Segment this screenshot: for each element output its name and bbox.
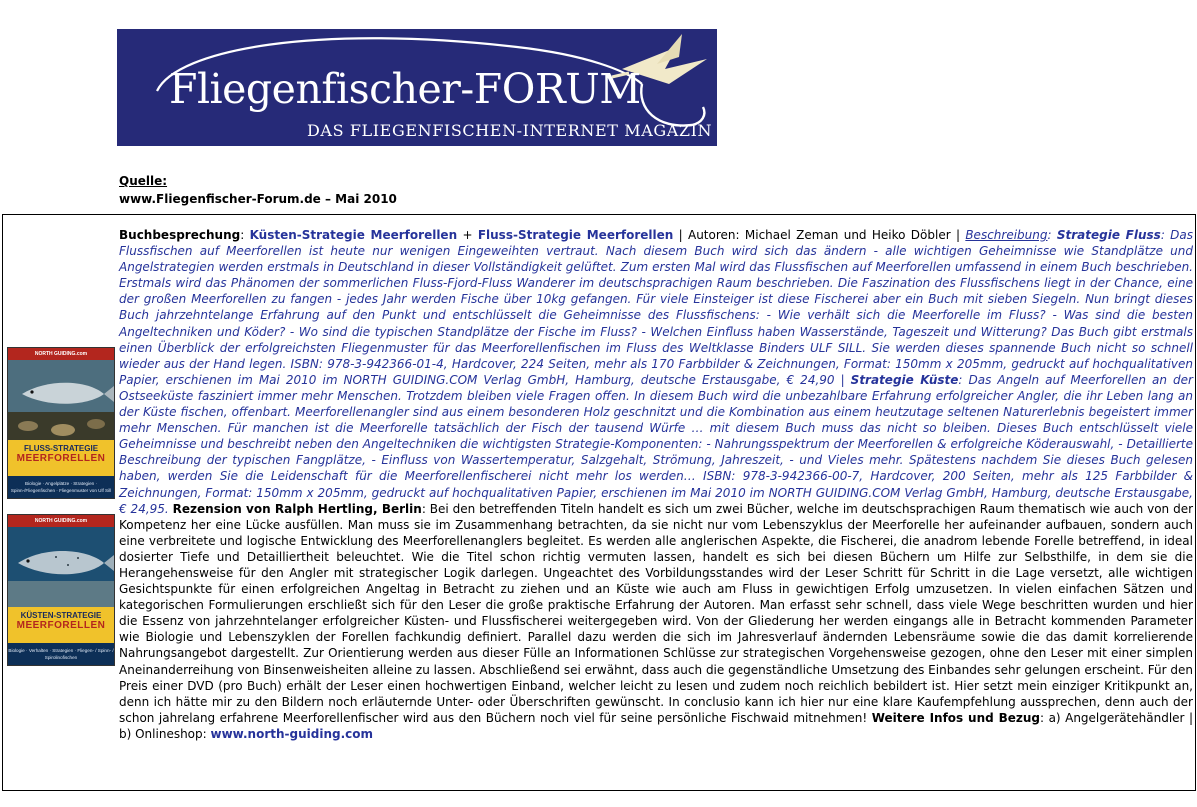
cover-tagline: Biologie · Verhalten · Strategien · Fliegen- / Spinn- / Spirolinofischen [8, 643, 114, 666]
coast-trout-photo-icon [8, 527, 115, 607]
shop-link[interactable]: www.north-guiding.com [210, 726, 374, 741]
book-covers [7, 347, 115, 666]
cover-title: KÜSTEN-STRATEGIE MEERFORELLEN [8, 607, 114, 643]
heading-label: Buchbesprechung [119, 228, 241, 242]
strategie-kueste-text: : Das Angeln auf Meerforellen an der Ostseeküste fasziniert immer mehr Menschen. Trotzdem bleiben viele Fragen offen. In diesem Buch wird die unbezahlbare Erfahrung erfolgreicher Angler, die ihr Leben lang an der Küste fischen, offenbart. Meerforellenangler sind aus einem besonderen Holz geschnitzt und die Kombination aus einem heutzutage seltenen Naturerlebnis begeistert immer mehr Menschen. Für manchen ist die Meerforelle tatsächlich der Fisch der tausend Würfe … mit diesem Buch muss das nicht so bleiben. Dieses Buch entschlüsselt viele Geheimnisse und beschreibt neben den Angeltechniken die wichtigsten Strategie-Komponenten: - Nahrungsspektrum der Meerforellen & erfolgreiche Köderauswahl, - Detaillierte Beschreibung der typischen Fangplätze, - Einfluss von Wassertemperatur, Salzgehalt, Strömung, Jahreszeit, - und Vieles mehr. Spätestens nachdem Sie dieses Buch gelesen haben, werden Sie die Leidenschaft für die Meerforellenfischerei nicht mehr los werden… ISBN: 978-3-942366-00-7, Hardcover, 200 Seiten, mehr als 125 Farbbilder & Zeichnungen, Format: 150mm x 205mm, gedruckt auf hochqualitativen Papier, erschienen im Mai 2010 im NORTH GUIDING.COM Verlag GmbH, Hamburg, deutsche Erstausgabe, € 24,95. [119, 372, 1193, 516]
cover-title: FLUSS-STRATEGIE MEERFORELLEN [8, 440, 114, 476]
source-block [119, 172, 397, 208]
strategie-fluss-label: Strategie Fluss [1056, 228, 1161, 242]
more-info-text: : a) Angelgerätehändler | b) Onlineshop: [119, 710, 1194, 741]
book-title-kueste[interactable]: Küsten-Strategie Meerforellen [249, 228, 458, 242]
publisher-brand: NORTH GUIDING.com [8, 348, 114, 360]
source-value: www.Fliegenfischer-Forum.de – Mai 2010 [119, 192, 397, 206]
banner-title: Fliegenfischer-FORUM [169, 65, 641, 113]
authors-text: | Autoren: Michael Zeman und Heiko Döbler | [673, 228, 966, 242]
book-cover-fluss[interactable] [7, 347, 115, 499]
banner-subtitle: DAS FLIEGENFISCHEN-INTERNET MAGAZIN [307, 121, 713, 140]
strategie-kueste-label: Strategie Küste [850, 372, 959, 387]
review-box [2, 214, 1196, 791]
more-info-label: Weitere Infos und Bezug [871, 710, 1041, 725]
review-text: Buchbesprechung: Küsten-Strategie Meerforellen + Fluss-Strategie Meerforellen | Autoren: Michael Zeman und Heiko Döbler | Beschreibung: Strategie Fluss: Das Flussfischen auf Meerforellen ist heute nur wenigen Eingeweihten vertraut. Nach diesem Buch wird sich das ändern - alle wichtigen Geheimnisse wie Standplätze und Angelstrategien werden erstmals in Deutschland in dieser Vollständigkeit gelüftet. Zum ersten Mal wird das Flussfischen auf Meerforellen umfassend in einem Buch beschrieben. Erstmals wird das Phänomen der sommerlichen Fluss-Fjord-Fluss Wanderer im deutschsprachigen Raum beschrieben. Die Faszination des Flussfischens liegt in der Chance, eine der großen Meerforellen zu fangen - jedes Jahr werden Fische über 10kg gefangen. Für viele Einsteiger ist diese Fischerei aber ein Buch mit sieben Siegeln. Nun bringt dieses Buch jahrzehntelange Erfahrung auf den Punkt und entschlüsselt die Geheimnisse des Flussfischens: - Wie verhält sich die Meerforelle im Fluss? - Was sind die besten Angeltechniken und Köder? - Wo sind die typischen Standplätze der Fische im Fluss? - Welchen Einfluss haben Wasserstände, Tageszeit und Witterung? Das Buch gibt erstmals einen Überblick der erfolgreichsten Fliegenmuster für das Meerforellenfischen im Fluss des Weltklasse Binders ULF SILL. Sie werden dieses spannende Buch nicht so schnell wieder aus der Hand legen. ISBN: 978-3-942366-01-4, Hardcover, 224 Seiten, mehr als 170 Farbbilder & Zeichnungen, Format: 150mm x 205mm, gedruckt auf hochqualitativen Papier, erschienen im Mai 2010 im NORTH GUIDING.COM Verlag GmbH, Hamburg, deutsche Erstausgabe, € 24,90 | Strategie Küste: Das Angeln auf Meerforellen an der Ostseeküste fasziniert immer mehr Menschen. Trotzdem bleiben viele Fragen offen. In diesem Buch wird die unbezahlbare Erfahrung erfolgreicher Angler, die ihr Leben lang an der Küste fischen, offenbart. Meerforellenangler sind aus einem besonderen Holz geschnitzt und die Kombination aus einem heutzutage seltenen Naturerlebnis begeistert immer mehr Menschen. Für manchen ist die Meerforelle tatsächlich der Fisch der tausend Würfe … mit diesem Buch muss das nicht so bleiben. Dieses Buch entschlüsselt viele Geheimnisse und beschreibt neben den Angeltechniken die wichtigsten Strategie-Komponenten: - Nahrungsspektrum der Meerforellen & erfolgreiche Köderauswahl, - Detaillierte Beschreibung der typischen Fangplätze, - Einfluss von Wassertemperatur, Salzgehalt, Strömung, Jahreszeit, - und Vieles mehr. Spätestens nachdem Sie dieses Buch gelesen haben, werden Sie die Leidenschaft für die Meerforellenfischerei nicht mehr los werden… ISBN: 978-3-942366-00-7, Hardcover, 200 Seiten, mehr als 125 Farbbilder & Zeichnungen, Format: 150mm x 205mm, gedruckt auf hochqualitativen Papier, erschienen im Mai 2010 im NORTH GUIDING.COM Verlag GmbH, Hamburg, deutsche Erstausgabe, € 24,95. Rezension von Ralph Hertling, Berlin: Bei den betreffenden Titeln handelt es sich um zwei Bücher, welche im deutschsprachigen Raum thematisch wie auch von der Kompetenz her eine Lücke ausfüllen. Man muss sie im Zusammenhang betrachten, da sie nicht nur vom Lebenszyklus der Meerforelle her aufeinander aufbauen, sondern auch eine verbreitete und logische Entwicklung des Meerforellenanglers begleitet. Es werden alle anglerischen Aspekte, die Fischerei, die anadrom lebende Forelle betreffend, in ideal dosierter Tiefe und Detailliertheit beleuchtet. Wie die Titel schon richtig vermuten lassen, handelt es sich bei diesen Büchern um Hilfe zur Selbsthilfe, in dem sie die Herangehensweise für den Angler mit strategischer Logik darlegen. Ungeachtet des Vorbildungsstandes wird der Leser Schritt für Schritt in die Lage versetzt, alle wichtigen Gesichtspunkte für einen erfolgreichen Angeltag in Betracht zu ziehen und an Küste wie auch am Fluss in gewichtigen Erfolg umzusetzen. In vielen einfachen Sätzen und kategorischen Formulierungen erschließt sich für den Leser die große praktische Erfahrung der Autoren. Man erfasst sehr schnell, dass viele Wege beschritten wurden und hier die Essenz von jahrzehntelanger erfolgreicher Küsten- und Flussfischerei weitergegeben wird. Von der Gliederung her werden eingangs alle in Betracht kommenden Parameter wie Biologie und Lebenszyklen der Forellen fachkundig definiert. Parallel dazu werden die sich im Jahresverlauf ändernden Lebensräume sowie die das damit korrelierende Nahrungsangebot dargestellt. Zur Orientierung werden aus dieser Fülle an Informationen Schlüsse zur strategischen Vorgehensweise gezogen, ohne den Leser mit einer simplen Aneinanderreihung von Binsenweisheiten alleine zu lassen. Abschließend sei erwähnt, dass auch die gegenständliche Umsetzung des Einbandes sehr gelungen erscheint. Für den Preis einer DVD (pro Buch) erhält der Leser einen hochwertigen Einband, welcher leicht zu lesen und zudem noch reichlich bebildert ist. Hier setzt mein einziger Kritikpunkt an, denn ich hätte mir zu den Bildern noch erläuternde Unter- oder Überschriften gewünscht. In conclusio kann ich hier nur eine klare Kaufempfehlung aussprechen, denn auch der schon jahrelang erfahrene Meerforellenfischer wird aus den Büchern noch viel für seine persönliche Fischwaid mitnehmen! Weitere Infos und Bezug: a) Angelgerätehändler | b) Onlineshop: www.north-guiding.com [119, 228, 1194, 741]
strategie-fluss-text: : Das Flussfischen auf Meerforellen ist heute nur wenigen Eingeweihten vertraut. Nach diesem Buch wird sich das ändern - alle wichtigen Geheimnisse wie Standplätze und Angelstrategien werden erstmals in Deutschland in dieser Vollständigkeit gelüftet. Zum ersten Mal wird das Flussfischen auf Meerforellen umfassend in einem Buch beschrieben. Erstmals wird das Phänomen der sommerlichen Fluss-Fjord-Fluss Wanderer im deutschsprachigen Raum beschrieben. Die Faszination des Flussfischens liegt in der Chance, eine der großen Meerforellen zu fangen - jedes Jahr werden Fische über 10kg gefangen. Für viele Einsteiger ist diese Fischerei aber ein Buch mit sieben Siegeln. Nun bringt dieses Buch jahrzehntelange Erfahrung auf den Punkt und entschlüsselt die Geheimnisse des Flussfischens: - Wie verhält sich die Meerforelle im Fluss? - Was sind die besten Angeltechniken und Köder? - Wo sind die typischen Standplätze der Fische im Fluss? - Welchen Einfluss haben Wasserstände, Tageszeit und Witterung? Das Buch gibt erstmals einen Überblick der erfolgreichsten Fliegenmuster für das Meerforellenfischen im Fluss des Weltklasse Binders ULF SILL. Sie werden dieses spannende Buch nicht so schnell wieder aus der Hand legen. ISBN: 978-3-942366-01-4, Hardcover, 224 Seiten, mehr als 170 Farbbilder & Zeichnungen, Format: 150mm x 205mm, gedruckt auf hochqualitativen Papier, erschienen im Mai 2010 im NORTH GUIDING.COM Verlag GmbH, Hamburg, deutsche Erstausgabe, € 24,90 | [119, 228, 1194, 387]
cover-tagline: Biologie · Angelplätze · Strategien · Spinn-/Fliegenfischen · Fliegenmuster von Ulf Sill [8, 476, 114, 499]
description-link[interactable]: Beschreibung [965, 228, 1048, 242]
source-label: Quelle: [119, 174, 168, 188]
book-title-fluss[interactable]: Fluss-Strategie Meerforellen [477, 228, 674, 242]
review-body: : Bei den betreffenden Titeln handelt es sich um zwei Bücher, welche im deutschsprachigen Raum thematisch wie auch von der Kompetenz her eine Lücke ausfüllen. Man muss sie im Zusammenhang betrachten, da sie nicht nur vom Lebenszyklus der Meerforelle her aufeinander aufbauen, sondern auch eine verbreitete und logische Entwicklung des Meerforellenanglers begleitet. Es werden alle anglerischen Aspekte, die Fischerei, die anadrom lebende Forelle betreffend, in ideal dosierter Tiefe und Detailliertheit beleuchtet. Wie die Titel schon richtig vermuten lassen, handelt es sich bei diesen Büchern um Hilfe zur Selbsthilfe, in dem sie die Herangehensweise für den Angler mit strategischer Logik darlegen. Ungeachtet des Vorbildungsstandes wird der Leser Schritt für Schritt in die Lage versetzt, alle wichtigen Gesichtspunkte für einen erfolgreichen Angeltag in Betracht zu ziehen und an Küste wie auch am Fluss in gewichtigen Erfolg umzusetzen. In vielen einfachen Sätzen und kategorischen Formulierungen erschließt sich für den Leser die große praktische Erfahrung der Autoren. Man erfasst sehr schnell, dass viele Wege beschritten wurden und hier die Essenz von jahrzehntelanger erfolgreicher Küsten- und Flussfischerei weitergegeben wird. Von der Gliederung her werden eingangs alle in Betracht kommenden Parameter wie Biologie und Lebenszyklen der Forellen fachkundig definiert. Parallel dazu werden die sich im Jahresverlauf ändernden Lebensräume sowie die das damit korrelierende Nahrungsangebot dargestellt. Zur Orientierung werden aus dieser Fülle an Informationen Schlüsse zur strategischen Vorgehensweise gezogen, ohne den Leser mit einer simplen Aneinanderreihung von Binsenweisheiten alleine zu lassen. Abschließend sei erwähnt, dass auch die gegenständliche Umsetzung des Einbandes sehr gelungen erscheint. Für den Preis einer DVD (pro Buch) erhält der Leser einen hochwertigen Einband, welcher leicht zu lesen und zudem noch reichlich bebildert ist. Hier setzt mein einziger Kritikpunkt an, denn ich hätte mir zu den Bildern noch erläuternde Unter- oder Überschriften gewünscht. In conclusio kann ich hier nur eine klare Kaufempfehlung aussprechen, denn auch der schon jahrelang erfahrene Meerforellenfischer wird aus den Büchern noch viel für seine persönliche Fischwaid mitnehmen! [119, 501, 1194, 725]
river-trout-photo-icon [8, 360, 115, 440]
review-author-label: Rezension von Ralph Hertling, Berlin [172, 501, 422, 516]
publisher-brand: NORTH GUIDING.com [8, 515, 114, 527]
book-cover-kueste[interactable] [7, 514, 115, 666]
forum-banner [117, 29, 717, 146]
